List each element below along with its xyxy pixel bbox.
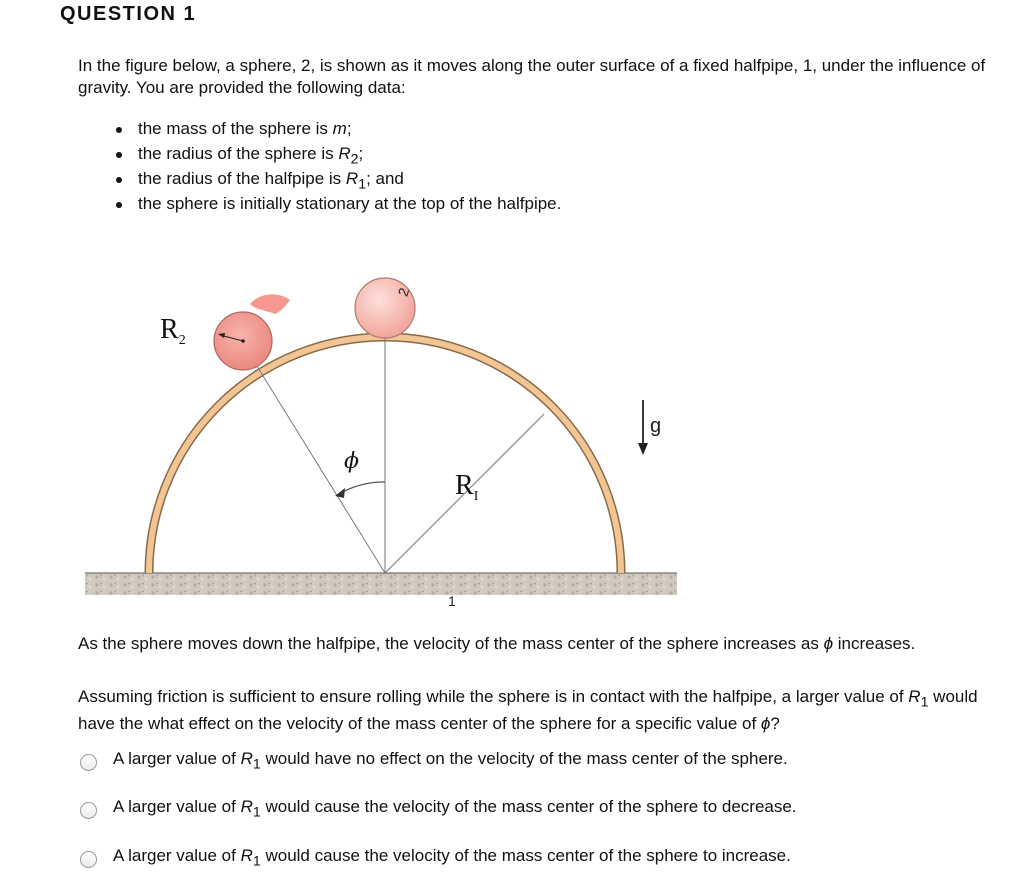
answer-option-decrease[interactable] — [80, 798, 797, 822]
r1-label: $R_I$ — [455, 470, 479, 504]
sphere-label: 2 — [394, 285, 413, 299]
answer-option-increase[interactable] — [80, 847, 791, 871]
sphere-initial — [355, 278, 415, 338]
radio-button[interactable] — [80, 851, 97, 868]
bullet-halfpipe-radius: the radius of the halfpipe is $R_1$; and — [108, 168, 561, 190]
answer-option-label: A larger value of $R_1$ would have no effect on the velocity of the mass center of the sphere. — [113, 749, 788, 773]
question-prompt: Assuming friction is sufficient to ensure rolling while the sphere is in contact with the halfpipe, a larger value of $R_1$ would have the what effect on the velocity of the mass center of the sphere for a specific value of ϕ? — [78, 687, 978, 734]
bullet-icon — [116, 202, 122, 208]
phi-label: ϕ — [344, 449, 359, 474]
halfpipe-figure — [80, 262, 690, 620]
bullet-sphere-radius: the radius of the sphere is $R_2$; — [108, 143, 561, 165]
bullet-mass: the mass of the sphere is m; — [108, 118, 561, 140]
given-data-list — [108, 118, 561, 218]
question-intro: In the figure below, a sphere, 2, is shown as it moves along the outer surface of a fixed halfpipe, 1, under the influence of gravity. You are provided the following data: — [78, 56, 986, 97]
gravity-label: g — [650, 415, 662, 437]
ground — [85, 573, 677, 595]
after-figure-text: As the sphere moves down the halfpipe, the velocity of the mass center of the sphere increases as ϕ increases. — [78, 634, 916, 653]
phi-radius-line — [242, 342, 385, 573]
radio-button[interactable] — [80, 754, 97, 771]
bullet-initial-condition: the sphere is initially stationary at the top of the halfpipe. — [108, 193, 561, 215]
sphere-center-dot — [241, 339, 245, 343]
bullet-icon — [116, 177, 122, 183]
motion-blur — [250, 294, 290, 314]
phi-arc — [339, 482, 385, 494]
bullet-icon — [116, 152, 122, 158]
question-title: QUESTION 1 — [60, 3, 197, 25]
answer-option-no-effect[interactable] — [80, 750, 788, 774]
gravity-arrow-head — [638, 443, 648, 455]
phi-arc-arrow — [335, 488, 345, 498]
bullet-icon — [116, 127, 122, 133]
halfpipe-label: 1 — [448, 593, 456, 609]
answer-option-label: A larger value of $R_1$ would cause the velocity of the mass center of the sphere to decrease. — [113, 797, 797, 821]
r2-label: $R_2$ — [160, 314, 186, 348]
answer-option-label: A larger value of $R_1$ would cause the velocity of the mass center of the sphere to increase. — [113, 846, 791, 870]
radio-button[interactable] — [80, 802, 97, 819]
